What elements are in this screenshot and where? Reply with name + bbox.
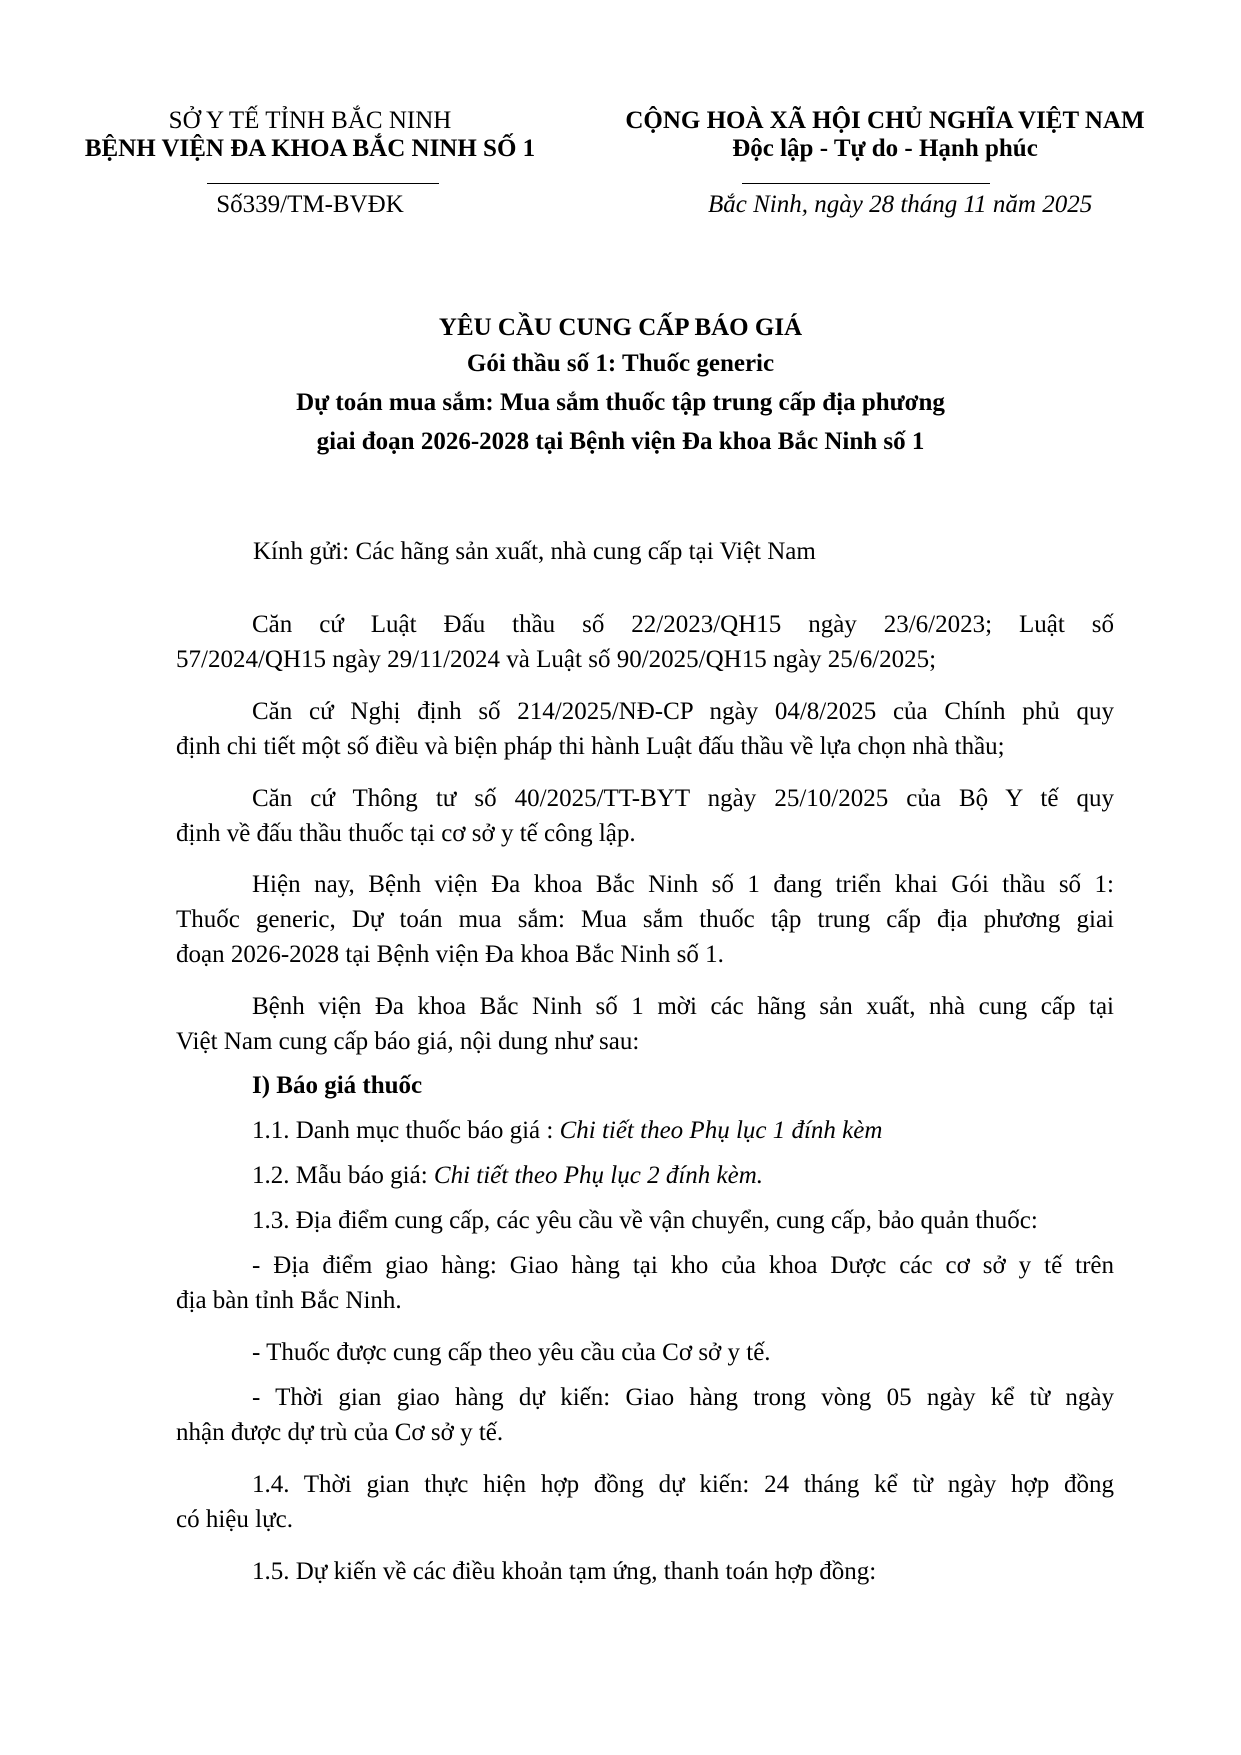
estimate-line-1: Dự toán mua sắm: Mua sắm thuốc tập trung cấp địa phương (296, 389, 945, 416)
context-line-2: Thuốc generic, Dự toán mua sắm: Mua sắm thuốc tập trung cấp địa phương giai (176, 906, 1114, 933)
legal-basis-2-line-1: Căn cứ Nghị định số 214/2025/NĐ-CP ngày 04/8/2025 của Chính phủ quy (252, 698, 1114, 725)
section-heading-quotation: I) Báo giá thuốc (252, 1072, 423, 1099)
item-1-4-line-2: có hiệu lực. (176, 1506, 293, 1533)
agency-name: SỞ Y TẾ TỈNH BẮC NINH (168, 107, 452, 134)
document-number: Số339/TM-BVĐK (216, 191, 404, 218)
package-name: Gói thầu số 1: Thuốc generic (466, 350, 775, 377)
legal-basis-1-line-1: Căn cứ Luật Đấu thầu số 22/2023/QH15 ngày 23/6/2023; Luật số (252, 611, 1114, 638)
delivery-time-line-1: - Thời gian giao hàng dự kiến: Giao hàng trong vòng 05 ngày kể từ ngày (252, 1384, 1114, 1411)
legal-basis-3-line-2: định về đấu thầu thuốc tại cơ sở y tế công lập. (176, 820, 636, 847)
invitation-line-1: Bệnh viện Đa khoa Bắc Ninh số 1 mời các hãng sản xuất, nhà cung cấp tại (252, 993, 1114, 1020)
hospital-underline (207, 183, 439, 184)
item-1-1-value: Chi tiết theo Phụ lục 1 đính kèm (559, 1117, 883, 1144)
delivery-location-line-1: - Địa điểm giao hàng: Giao hàng tại kho của khoa Dược các cơ sở y tế trên (252, 1252, 1114, 1279)
context-line-1: Hiện nay, Bệnh viện Đa khoa Bắc Ninh số 1 đang triển khai Gói thầu số 1: (252, 871, 1114, 898)
item-1-2-value: Chi tiết theo Phụ lục 2 đính kèm. (433, 1162, 764, 1189)
national-motto: Độc lập - Tự do - Hạnh phúc (732, 135, 1038, 162)
motto-underline (742, 183, 990, 184)
supply-on-request: - Thuốc được cung cấp theo yêu cầu của Cơ sở y tế. (252, 1339, 771, 1366)
legal-basis-3-line-1: Căn cứ Thông tư số 40/2025/TT-BYT ngày 25/10/2025 của Bộ Y tế quy (252, 785, 1114, 812)
country-name: CỘNG HOÀ XÃ HỘI CHỦ NGHĨA VIỆT NAM (625, 107, 1145, 134)
delivery-location-line-2: địa bàn tỉnh Bắc Ninh. (176, 1287, 402, 1314)
delivery-time-line-2: nhận được dự trù của Cơ sở y tế. (176, 1419, 504, 1446)
item-1-3: 1.3. Địa điểm cung cấp, các yêu cầu về vận chuyển, cung cấp, bảo quản thuốc: (252, 1207, 1038, 1234)
estimate-line-2: giai đoạn 2026-2028 tại Bệnh viện Đa khoa Bắc Ninh số 1 (316, 428, 925, 455)
legal-basis-2-line-2: định chi tiết một số điều và biện pháp thi hành Luật đấu thầu về lựa chọn nhà thầu; (176, 733, 1005, 760)
document-title: YÊU CẦU CUNG CẤP BÁO GIÁ (438, 314, 803, 341)
hospital-name: BỆNH VIỆN ĐA KHOA BẮC NINH SỐ 1 (84, 135, 536, 162)
recipient-line: Kính gửi: Các hãng sản xuất, nhà cung cấp tại Việt Nam (253, 538, 816, 565)
item-1-2 (252, 1161, 763, 1191)
item-1-2-label: 1.2. Mẫu báo giá: (252, 1162, 434, 1189)
invitation-line-2: Việt Nam cung cấp báo giá, nội dung như sau: (176, 1028, 640, 1055)
context-line-3: đoạn 2026-2028 tại Bệnh viện Đa khoa Bắc Ninh số 1. (176, 941, 724, 968)
legal-basis-1-line-2: 57/2024/QH15 ngày 29/11/2024 và Luật số 90/2025/QH15 ngày 25/6/2025; (176, 646, 937, 673)
item-1-4-line-1: 1.4. Thời gian thực hiện hợp đồng dự kiến: 24 tháng kể từ ngày hợp đồng (252, 1471, 1114, 1498)
item-1-1-label: 1.1. Danh mục thuốc báo giá : (252, 1117, 560, 1144)
item-1-5: 1.5. Dự kiến về các điều khoản tạm ứng, thanh toán hợp đồng: (252, 1558, 877, 1585)
place-date: Bắc Ninh, ngày 28 tháng 11 năm 2025 (708, 191, 1093, 218)
item-1-1 (252, 1116, 882, 1146)
